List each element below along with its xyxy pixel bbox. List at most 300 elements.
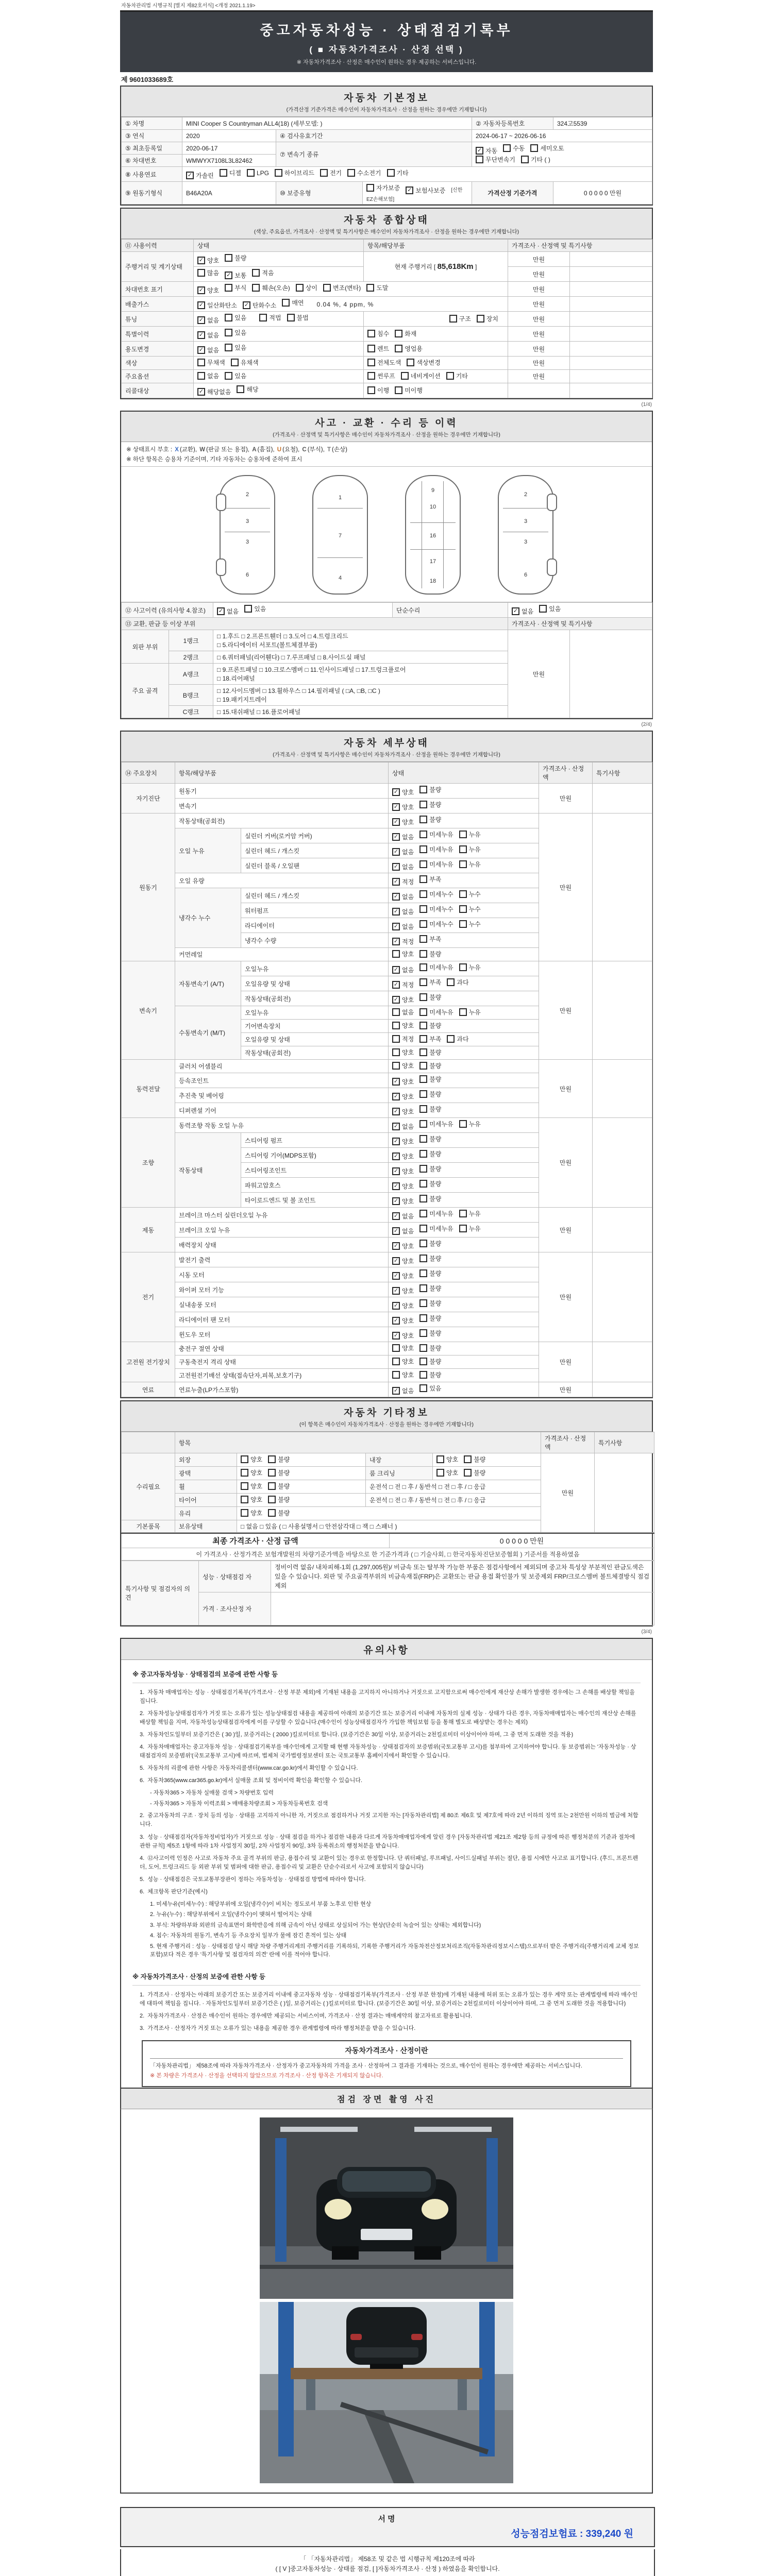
checkbox-option[interactable] bbox=[392, 1167, 414, 1176]
unchecked-checkbox-icon[interactable] bbox=[367, 359, 375, 366]
checkbox-option[interactable] bbox=[186, 171, 214, 180]
checkbox-option[interactable] bbox=[419, 1090, 441, 1098]
checkbox-option[interactable] bbox=[367, 371, 395, 380]
checked-checkbox-icon[interactable] bbox=[392, 878, 400, 886]
checkbox-option[interactable] bbox=[268, 1509, 290, 1517]
unchecked-checkbox-icon[interactable] bbox=[419, 993, 427, 1001]
checkbox-option[interactable] bbox=[419, 1239, 441, 1248]
unchecked-checkbox-icon[interactable] bbox=[419, 816, 427, 823]
unchecked-checkbox-icon[interactable] bbox=[241, 1455, 248, 1463]
checkbox-option[interactable] bbox=[367, 358, 401, 367]
unchecked-checkbox-icon[interactable] bbox=[247, 169, 255, 177]
unchecked-checkbox-icon[interactable] bbox=[395, 386, 402, 394]
unchecked-checkbox-icon[interactable] bbox=[459, 890, 467, 898]
unchecked-checkbox-icon[interactable] bbox=[392, 1022, 400, 1029]
checked-checkbox-icon[interactable] bbox=[197, 301, 205, 309]
checkbox-option[interactable] bbox=[367, 344, 389, 353]
checkbox-option[interactable] bbox=[530, 144, 564, 152]
checkbox-option[interactable] bbox=[419, 1357, 441, 1366]
checkbox-option[interactable] bbox=[392, 1152, 414, 1161]
checkbox-option[interactable] bbox=[392, 833, 414, 841]
checked-checkbox-icon[interactable] bbox=[392, 1153, 400, 1160]
unchecked-checkbox-icon[interactable] bbox=[419, 1210, 427, 1217]
checked-checkbox-icon[interactable] bbox=[392, 908, 400, 916]
checkbox-option[interactable] bbox=[392, 1331, 414, 1340]
unchecked-checkbox-icon[interactable] bbox=[367, 345, 375, 352]
checkbox-option[interactable] bbox=[459, 963, 481, 972]
unchecked-checkbox-icon[interactable] bbox=[447, 978, 455, 986]
checkbox-option[interactable] bbox=[197, 286, 219, 295]
checkbox-option[interactable] bbox=[268, 1482, 290, 1490]
unchecked-checkbox-icon[interactable] bbox=[225, 329, 232, 336]
unchecked-checkbox-icon[interactable] bbox=[419, 1195, 427, 1202]
unchecked-checkbox-icon[interactable] bbox=[237, 385, 244, 393]
unchecked-checkbox-icon[interactable] bbox=[268, 1455, 276, 1463]
unchecked-checkbox-icon[interactable] bbox=[459, 1120, 467, 1128]
unchecked-checkbox-icon[interactable] bbox=[459, 860, 467, 868]
unchecked-checkbox-icon[interactable] bbox=[282, 299, 290, 307]
unchecked-checkbox-icon[interactable] bbox=[530, 144, 538, 152]
checkbox-option[interactable] bbox=[392, 1182, 414, 1191]
checkbox-option[interactable] bbox=[252, 283, 290, 292]
checkbox-option[interactable] bbox=[231, 358, 259, 367]
checkbox-option[interactable] bbox=[366, 283, 388, 292]
unchecked-checkbox-icon[interactable] bbox=[241, 1496, 248, 1503]
unchecked-checkbox-icon[interactable] bbox=[392, 950, 400, 958]
checkbox-option[interactable] bbox=[539, 604, 561, 613]
unchecked-checkbox-icon[interactable] bbox=[419, 1120, 427, 1128]
checkbox-option[interactable] bbox=[401, 371, 441, 380]
unchecked-checkbox-icon[interactable] bbox=[459, 963, 467, 971]
unchecked-checkbox-icon[interactable] bbox=[419, 860, 427, 868]
checkbox-option[interactable] bbox=[459, 1008, 481, 1016]
checkbox-option[interactable] bbox=[419, 920, 453, 928]
unchecked-checkbox-icon[interactable] bbox=[392, 1358, 400, 1365]
checkbox-option[interactable] bbox=[259, 313, 281, 322]
checkbox-option[interactable] bbox=[252, 268, 274, 277]
checkbox-option[interactable] bbox=[459, 890, 481, 899]
unchecked-checkbox-icon[interactable] bbox=[419, 1165, 427, 1173]
checkbox-option[interactable] bbox=[367, 329, 389, 338]
checkbox-option[interactable] bbox=[419, 1299, 441, 1308]
checked-checkbox-icon[interactable] bbox=[392, 1078, 400, 1086]
unchecked-checkbox-icon[interactable] bbox=[419, 801, 427, 808]
checkbox-option[interactable] bbox=[367, 386, 389, 395]
unchecked-checkbox-icon[interactable] bbox=[392, 1371, 400, 1379]
unchecked-checkbox-icon[interactable] bbox=[419, 978, 427, 986]
unchecked-checkbox-icon[interactable] bbox=[197, 269, 205, 277]
checkbox-option[interactable] bbox=[419, 1008, 453, 1016]
checkbox-option[interactable] bbox=[459, 1209, 481, 1218]
checkbox-option[interactable] bbox=[197, 331, 219, 340]
checkbox-option[interactable] bbox=[395, 344, 423, 353]
unchecked-checkbox-icon[interactable] bbox=[459, 1008, 467, 1016]
checked-checkbox-icon[interactable] bbox=[392, 1317, 400, 1325]
unchecked-checkbox-icon[interactable] bbox=[419, 1150, 427, 1158]
checkbox-option[interactable] bbox=[477, 314, 498, 323]
checkbox-option[interactable] bbox=[392, 803, 414, 811]
checked-checkbox-icon[interactable] bbox=[392, 863, 400, 871]
unchecked-checkbox-icon[interactable] bbox=[419, 1105, 427, 1113]
unchecked-checkbox-icon[interactable] bbox=[275, 169, 282, 177]
checkbox-option[interactable] bbox=[419, 800, 441, 809]
unchecked-checkbox-icon[interactable] bbox=[392, 1062, 400, 1070]
unchecked-checkbox-icon[interactable] bbox=[419, 1384, 427, 1392]
unchecked-checkbox-icon[interactable] bbox=[446, 372, 454, 380]
checkbox-option[interactable] bbox=[217, 607, 239, 616]
checkbox-option[interactable] bbox=[392, 1344, 414, 1352]
checked-checkbox-icon[interactable] bbox=[512, 607, 519, 615]
checkbox-option[interactable] bbox=[241, 1468, 262, 1477]
unchecked-checkbox-icon[interactable] bbox=[366, 284, 374, 292]
unchecked-checkbox-icon[interactable] bbox=[392, 1344, 400, 1352]
checkbox-option[interactable] bbox=[225, 313, 246, 322]
checked-checkbox-icon[interactable] bbox=[197, 257, 205, 264]
unchecked-checkbox-icon[interactable] bbox=[419, 1314, 427, 1322]
checkbox-option[interactable] bbox=[392, 1227, 414, 1235]
checkbox-option[interactable] bbox=[392, 1272, 414, 1280]
unchecked-checkbox-icon[interactable] bbox=[244, 605, 252, 613]
unchecked-checkbox-icon[interactable] bbox=[436, 1455, 444, 1463]
checkbox-option[interactable] bbox=[392, 1061, 414, 1070]
unchecked-checkbox-icon[interactable] bbox=[419, 920, 427, 928]
checkbox-option[interactable] bbox=[392, 1021, 414, 1030]
checkbox-option[interactable] bbox=[459, 860, 481, 869]
checked-checkbox-icon[interactable] bbox=[197, 331, 205, 339]
checkbox-option[interactable] bbox=[419, 1105, 441, 1113]
checkbox-option[interactable] bbox=[392, 980, 414, 989]
checked-checkbox-icon[interactable] bbox=[392, 1197, 400, 1205]
checkbox-option[interactable] bbox=[197, 358, 225, 367]
checkbox-option[interactable] bbox=[419, 1329, 441, 1337]
checked-checkbox-icon[interactable] bbox=[392, 1212, 400, 1220]
checkbox-option[interactable] bbox=[419, 845, 453, 854]
checked-checkbox-icon[interactable] bbox=[217, 607, 225, 615]
unchecked-checkbox-icon[interactable] bbox=[268, 1469, 276, 1477]
checkbox-option[interactable] bbox=[436, 1468, 458, 1477]
checked-checkbox-icon[interactable] bbox=[392, 1387, 400, 1395]
checked-checkbox-icon[interactable] bbox=[392, 1167, 400, 1175]
unchecked-checkbox-icon[interactable] bbox=[449, 315, 457, 323]
checkbox-option[interactable] bbox=[419, 860, 453, 869]
unchecked-checkbox-icon[interactable] bbox=[459, 905, 467, 913]
checkbox-option[interactable] bbox=[241, 1495, 262, 1504]
checkbox-option[interactable] bbox=[419, 785, 441, 794]
unchecked-checkbox-icon[interactable] bbox=[395, 345, 402, 352]
checked-checkbox-icon[interactable] bbox=[392, 1257, 400, 1265]
unchecked-checkbox-icon[interactable] bbox=[419, 1240, 427, 1247]
checkbox-option[interactable] bbox=[395, 329, 416, 338]
checkbox-option[interactable] bbox=[419, 1209, 453, 1218]
unchecked-checkbox-icon[interactable] bbox=[367, 372, 375, 380]
checkbox-option[interactable] bbox=[392, 965, 414, 974]
unchecked-checkbox-icon[interactable] bbox=[419, 1358, 427, 1365]
checkbox-option[interactable] bbox=[392, 818, 414, 826]
checked-checkbox-icon[interactable] bbox=[392, 996, 400, 1004]
unchecked-checkbox-icon[interactable] bbox=[419, 1062, 427, 1070]
unchecked-checkbox-icon[interactable] bbox=[296, 284, 304, 292]
unchecked-checkbox-icon[interactable] bbox=[436, 1469, 444, 1477]
checkbox-option[interactable] bbox=[392, 1008, 414, 1016]
checkbox-option[interactable] bbox=[419, 1021, 441, 1030]
unchecked-checkbox-icon[interactable] bbox=[395, 330, 402, 337]
checked-checkbox-icon[interactable] bbox=[392, 1287, 400, 1295]
checkbox-option[interactable] bbox=[419, 1344, 441, 1352]
checkbox-option[interactable] bbox=[225, 371, 246, 380]
checkbox-option[interactable] bbox=[392, 848, 414, 856]
unchecked-checkbox-icon[interactable] bbox=[477, 315, 484, 323]
checked-checkbox-icon[interactable] bbox=[197, 316, 205, 324]
checkbox-option[interactable] bbox=[392, 1122, 414, 1131]
checkbox-option[interactable] bbox=[197, 387, 231, 396]
checkbox-option[interactable] bbox=[521, 155, 550, 164]
checkbox-option[interactable] bbox=[459, 1120, 481, 1128]
unchecked-checkbox-icon[interactable] bbox=[419, 905, 427, 913]
checkbox-option[interactable] bbox=[268, 1495, 290, 1504]
unchecked-checkbox-icon[interactable] bbox=[392, 1008, 400, 1016]
unchecked-checkbox-icon[interactable] bbox=[464, 1455, 472, 1463]
checkbox-option[interactable] bbox=[241, 1455, 262, 1464]
checkbox-option[interactable] bbox=[503, 144, 525, 152]
unchecked-checkbox-icon[interactable] bbox=[419, 950, 427, 958]
unchecked-checkbox-icon[interactable] bbox=[197, 359, 205, 366]
unchecked-checkbox-icon[interactable] bbox=[419, 1371, 427, 1379]
unchecked-checkbox-icon[interactable] bbox=[419, 875, 427, 883]
checkbox-option[interactable] bbox=[449, 314, 471, 323]
unchecked-checkbox-icon[interactable] bbox=[241, 1469, 248, 1477]
unchecked-checkbox-icon[interactable] bbox=[401, 372, 409, 380]
unchecked-checkbox-icon[interactable] bbox=[225, 284, 232, 292]
checkbox-option[interactable] bbox=[459, 845, 481, 854]
checkbox-option[interactable] bbox=[296, 283, 317, 292]
checkbox-option[interactable] bbox=[476, 155, 515, 164]
unchecked-checkbox-icon[interactable] bbox=[323, 284, 331, 292]
checkbox-option[interactable] bbox=[323, 283, 361, 292]
checkbox-option[interactable] bbox=[247, 169, 269, 177]
unchecked-checkbox-icon[interactable] bbox=[287, 314, 295, 321]
checked-checkbox-icon[interactable] bbox=[225, 272, 232, 279]
checkbox-option[interactable] bbox=[392, 1257, 414, 1265]
checkbox-option[interactable] bbox=[392, 1137, 414, 1146]
checked-checkbox-icon[interactable] bbox=[392, 818, 400, 826]
checkbox-option[interactable] bbox=[275, 168, 314, 177]
unchecked-checkbox-icon[interactable] bbox=[220, 169, 227, 177]
unchecked-checkbox-icon[interactable] bbox=[268, 1496, 276, 1503]
checked-checkbox-icon[interactable] bbox=[197, 286, 205, 294]
checkbox-option[interactable] bbox=[459, 830, 481, 839]
unchecked-checkbox-icon[interactable] bbox=[419, 1329, 427, 1337]
checked-checkbox-icon[interactable] bbox=[392, 1332, 400, 1340]
checkbox-option[interactable] bbox=[392, 1048, 414, 1057]
unchecked-checkbox-icon[interactable] bbox=[225, 344, 232, 351]
checkbox-option[interactable] bbox=[406, 186, 445, 195]
checkbox-option[interactable] bbox=[419, 1314, 441, 1323]
checked-checkbox-icon[interactable] bbox=[392, 923, 400, 930]
checkbox-option[interactable] bbox=[419, 890, 453, 899]
checked-checkbox-icon[interactable] bbox=[392, 1123, 400, 1130]
checked-checkbox-icon[interactable] bbox=[392, 788, 400, 796]
checkbox-option[interactable] bbox=[419, 1035, 441, 1043]
checked-checkbox-icon[interactable] bbox=[186, 172, 194, 179]
checkbox-option[interactable] bbox=[419, 1149, 441, 1158]
checkbox-option[interactable] bbox=[392, 1077, 414, 1086]
checked-checkbox-icon[interactable] bbox=[406, 187, 413, 194]
unchecked-checkbox-icon[interactable] bbox=[419, 1090, 427, 1098]
checked-checkbox-icon[interactable] bbox=[392, 938, 400, 945]
checkbox-option[interactable] bbox=[395, 386, 423, 395]
checkbox-option[interactable] bbox=[419, 950, 441, 958]
checkbox-option[interactable] bbox=[436, 1455, 458, 1464]
unchecked-checkbox-icon[interactable] bbox=[419, 1022, 427, 1029]
unchecked-checkbox-icon[interactable] bbox=[259, 314, 267, 321]
checkbox-option[interactable] bbox=[197, 301, 237, 310]
unchecked-checkbox-icon[interactable] bbox=[419, 1008, 427, 1016]
checkbox-option[interactable] bbox=[392, 862, 414, 871]
unchecked-checkbox-icon[interactable] bbox=[197, 372, 205, 380]
checkbox-option[interactable] bbox=[244, 604, 266, 613]
checkbox-option[interactable] bbox=[419, 993, 441, 1002]
unchecked-checkbox-icon[interactable] bbox=[367, 386, 375, 394]
checkbox-option[interactable] bbox=[419, 1061, 441, 1070]
unchecked-checkbox-icon[interactable] bbox=[419, 890, 427, 898]
checkbox-option[interactable] bbox=[419, 1048, 441, 1057]
unchecked-checkbox-icon[interactable] bbox=[419, 1048, 427, 1056]
unchecked-checkbox-icon[interactable] bbox=[419, 1344, 427, 1352]
checkbox-option[interactable] bbox=[243, 301, 276, 310]
checkbox-option[interactable] bbox=[446, 371, 468, 380]
checkbox-option[interactable] bbox=[419, 1224, 453, 1233]
checkbox-option[interactable] bbox=[419, 815, 441, 824]
checkbox-option[interactable] bbox=[392, 788, 414, 796]
checkbox-option[interactable] bbox=[419, 1164, 441, 1173]
checkbox-option[interactable] bbox=[392, 1316, 414, 1325]
checked-checkbox-icon[interactable] bbox=[392, 1093, 400, 1100]
unchecked-checkbox-icon[interactable] bbox=[419, 1035, 427, 1043]
checkbox-option[interactable] bbox=[282, 298, 304, 307]
checkbox-option[interactable] bbox=[225, 271, 246, 280]
unchecked-checkbox-icon[interactable] bbox=[419, 845, 427, 853]
checkbox-option[interactable] bbox=[392, 877, 414, 886]
unchecked-checkbox-icon[interactable] bbox=[225, 254, 232, 262]
unchecked-checkbox-icon[interactable] bbox=[419, 1075, 427, 1083]
checkbox-option[interactable] bbox=[419, 1134, 441, 1143]
checkbox-option[interactable] bbox=[392, 1286, 414, 1295]
unchecked-checkbox-icon[interactable] bbox=[419, 1269, 427, 1277]
checkbox-option[interactable] bbox=[419, 1269, 441, 1278]
checkbox-option[interactable] bbox=[392, 907, 414, 916]
checkbox-option[interactable] bbox=[392, 937, 414, 946]
checkbox-option[interactable] bbox=[419, 875, 441, 884]
unchecked-checkbox-icon[interactable] bbox=[419, 1135, 427, 1143]
checkbox-option[interactable] bbox=[392, 1357, 414, 1366]
checkbox-option[interactable] bbox=[419, 1075, 441, 1083]
unchecked-checkbox-icon[interactable] bbox=[419, 786, 427, 793]
checkbox-option[interactable] bbox=[392, 1092, 414, 1101]
unchecked-checkbox-icon[interactable] bbox=[252, 269, 260, 277]
checkbox-option[interactable] bbox=[392, 1301, 414, 1310]
checkbox-option[interactable] bbox=[225, 253, 246, 262]
unchecked-checkbox-icon[interactable] bbox=[419, 1299, 427, 1307]
unchecked-checkbox-icon[interactable] bbox=[241, 1509, 248, 1517]
unchecked-checkbox-icon[interactable] bbox=[225, 314, 232, 321]
checked-checkbox-icon[interactable] bbox=[392, 1182, 400, 1190]
checked-checkbox-icon[interactable] bbox=[197, 346, 205, 354]
unchecked-checkbox-icon[interactable] bbox=[347, 169, 355, 177]
checked-checkbox-icon[interactable] bbox=[392, 803, 400, 811]
checkbox-option[interactable] bbox=[392, 1212, 414, 1221]
checkbox-option[interactable] bbox=[387, 168, 409, 177]
checkbox-option[interactable] bbox=[459, 905, 481, 913]
checkbox-option[interactable] bbox=[347, 168, 381, 177]
checkbox-option[interactable] bbox=[419, 1370, 441, 1379]
checkbox-option[interactable] bbox=[392, 1197, 414, 1206]
checkbox-option[interactable] bbox=[392, 995, 414, 1004]
checkbox-option[interactable] bbox=[419, 1194, 441, 1203]
unchecked-checkbox-icon[interactable] bbox=[419, 963, 427, 971]
checkbox-option[interactable] bbox=[392, 1242, 414, 1250]
checkbox-option[interactable] bbox=[197, 346, 219, 354]
unchecked-checkbox-icon[interactable] bbox=[419, 1180, 427, 1188]
unchecked-checkbox-icon[interactable] bbox=[252, 284, 260, 292]
checked-checkbox-icon[interactable] bbox=[476, 147, 483, 155]
unchecked-checkbox-icon[interactable] bbox=[392, 1035, 400, 1043]
checkbox-option[interactable] bbox=[220, 168, 241, 177]
checkbox-option[interactable] bbox=[366, 183, 400, 192]
checkbox-option[interactable] bbox=[419, 963, 453, 972]
unchecked-checkbox-icon[interactable] bbox=[367, 330, 375, 337]
checkbox-option[interactable] bbox=[407, 358, 440, 367]
checkbox-option[interactable] bbox=[419, 1120, 453, 1128]
checkbox-option[interactable] bbox=[419, 830, 453, 839]
checkbox-option[interactable] bbox=[392, 1370, 414, 1379]
checkbox-option[interactable] bbox=[392, 1107, 414, 1116]
checkbox-option[interactable] bbox=[225, 283, 246, 292]
checked-checkbox-icon[interactable] bbox=[392, 1227, 400, 1235]
checkbox-option[interactable] bbox=[197, 268, 219, 277]
checkbox-option[interactable] bbox=[464, 1468, 485, 1477]
unchecked-checkbox-icon[interactable] bbox=[241, 1482, 248, 1490]
checked-checkbox-icon[interactable] bbox=[392, 1138, 400, 1145]
unchecked-checkbox-icon[interactable] bbox=[407, 359, 414, 366]
checked-checkbox-icon[interactable] bbox=[392, 981, 400, 989]
unchecked-checkbox-icon[interactable] bbox=[419, 1225, 427, 1232]
checked-checkbox-icon[interactable] bbox=[392, 1242, 400, 1250]
checkbox-option[interactable] bbox=[447, 978, 468, 987]
checkbox-option[interactable] bbox=[392, 950, 414, 958]
unchecked-checkbox-icon[interactable] bbox=[459, 1225, 467, 1232]
unchecked-checkbox-icon[interactable] bbox=[539, 605, 547, 613]
unchecked-checkbox-icon[interactable] bbox=[464, 1469, 472, 1477]
checkbox-option[interactable] bbox=[197, 371, 219, 380]
unchecked-checkbox-icon[interactable] bbox=[268, 1482, 276, 1490]
checkbox-option[interactable] bbox=[419, 935, 441, 943]
checkbox-option[interactable] bbox=[237, 385, 258, 394]
checkbox-option[interactable] bbox=[419, 1284, 441, 1293]
unchecked-checkbox-icon[interactable] bbox=[268, 1509, 276, 1517]
unchecked-checkbox-icon[interactable] bbox=[419, 1284, 427, 1292]
checked-checkbox-icon[interactable] bbox=[392, 1272, 400, 1280]
unchecked-checkbox-icon[interactable] bbox=[476, 156, 483, 163]
checkbox-option[interactable] bbox=[225, 328, 246, 337]
checkbox-option[interactable] bbox=[476, 146, 497, 155]
checkbox-option[interactable] bbox=[464, 1455, 485, 1464]
unchecked-checkbox-icon[interactable] bbox=[459, 1210, 467, 1217]
unchecked-checkbox-icon[interactable] bbox=[392, 1048, 400, 1056]
checkbox-option[interactable] bbox=[241, 1482, 262, 1490]
checkbox-option[interactable] bbox=[419, 905, 453, 913]
unchecked-checkbox-icon[interactable] bbox=[320, 169, 328, 177]
checkbox-option[interactable] bbox=[419, 1384, 441, 1393]
